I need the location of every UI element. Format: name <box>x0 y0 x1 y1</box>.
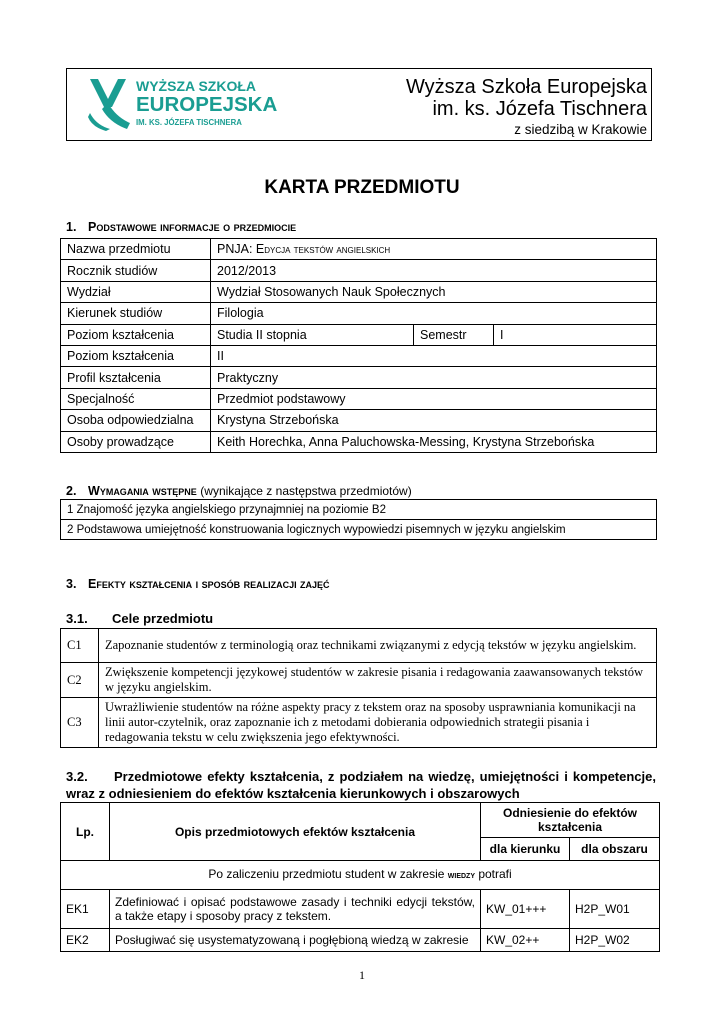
table-row <box>61 698 657 748</box>
table-row <box>61 345 657 366</box>
effect-lp: EK2 <box>61 929 110 952</box>
goal-code: C2 <box>61 663 99 698</box>
table-row <box>61 303 657 324</box>
university-name: Wyższa Szkoła Europejska <box>405 76 647 98</box>
row-label: Nazwa przedmiotu <box>61 239 211 260</box>
knowledge-row: Po zaliczeniu przedmiotu student w zakresie wiedzy potrafi <box>61 861 660 890</box>
table-row <box>61 861 660 890</box>
table-row <box>61 663 657 698</box>
row-value: Krystyna Strzebońska <box>211 410 657 431</box>
basic-info-table <box>60 238 657 453</box>
goals-table <box>60 628 657 748</box>
subsection-31-title: 3.1. Cele przedmiotu <box>66 611 214 626</box>
semester-label: Semestr <box>414 324 494 345</box>
page-number: 1 <box>359 968 365 982</box>
table-row <box>61 260 657 281</box>
row-label: Kierunek studiów <box>61 303 211 324</box>
row-label: Poziom kształcenia <box>61 345 211 366</box>
logo-line3: IM. KS. JÓZEFA TISCHNERA <box>136 118 242 127</box>
row-value: Przedmiot podstawowy <box>211 388 657 409</box>
effect-description: Posługiwać się usystematyzowaną i pogłębioną wiedzą w zakresie <box>110 929 481 952</box>
row-label: Specjalność <box>61 388 211 409</box>
row-label: Profil kształcenia <box>61 367 211 388</box>
table-header-row <box>61 803 660 838</box>
row-label: Osoby prowadzące <box>61 431 211 452</box>
university-patron: im. ks. Józefa Tischnera <box>432 98 647 120</box>
goal-code: C3 <box>61 698 99 748</box>
goal-text: Uwrażliwienie studentów na różne aspekty pracy z tekstem oraz na sposoby usprawniania komunikacji na linii autor-czytelnik, oraz zapoznanie ich z metodami dobierania odpowiednich strategii pisania i redagowania tekstu w celu zwiększenia jego efektywności. <box>99 698 657 748</box>
table-row <box>61 281 657 302</box>
effect-area: H2P_W01 <box>570 890 660 929</box>
row-label: Osoba odpowiedzialna <box>61 410 211 431</box>
logo-line2: EUROPEJSKA <box>136 93 278 116</box>
row-label: Poziom kształcenia <box>61 324 211 345</box>
row-value: II <box>211 345 657 366</box>
row-value: Filologia <box>211 303 657 324</box>
row-label: Wydział <box>61 281 211 302</box>
table-row <box>61 388 657 409</box>
section2-title: 2. Wymagania wstępne (wynikające z następstwa przedmiotów) <box>66 484 412 498</box>
row-value: Keith Horechka, Anna Paluchowska-Messing, Krystyna Strzebońska <box>211 431 657 452</box>
effect-description: Zdefiniować i opisać podstawowe zasady i techniki edycji tekstów, a także etapy i sposoby pracy z tekstem. <box>110 890 481 929</box>
table-row <box>61 410 657 431</box>
goal-text: Zapoznanie studentów z terminologią oraz technikami związanymi z edycją tekstów w języku angielskim. <box>99 629 657 663</box>
requirement-item: 1 Znajomość języka angielskiego przynajmniej na poziomie B2 <box>61 500 657 520</box>
effect-direction: KW_01+++ <box>481 890 570 929</box>
effect-area: H2P_W02 <box>570 929 660 952</box>
university-logo <box>86 73 278 131</box>
section1-title: 1. Podstawowe informacje o przedmiocie <box>66 220 297 234</box>
row-value: PNJA: Edycja tekstów angielskich <box>211 239 657 260</box>
semester-value: I <box>494 324 657 345</box>
section3-title: 3. Efekty kształcenia i sposób realizacji zajęć <box>66 577 330 591</box>
document-title: KARTA PRZEDMIOTU <box>264 177 460 198</box>
table-row <box>61 431 657 452</box>
col-header-direction: dla kierunku <box>481 838 570 861</box>
col-header-area: dla obszaru <box>570 838 660 861</box>
table-row <box>61 929 660 952</box>
table-row <box>61 367 657 388</box>
row-label: Rocznik studiów <box>61 260 211 281</box>
row-value: Studia II stopnia <box>211 324 414 345</box>
effect-lp: EK1 <box>61 890 110 929</box>
col-header-description: Opis przedmiotowych efektów kształcenia <box>110 803 481 861</box>
goal-code: C1 <box>61 629 99 663</box>
learning-effects-table <box>60 802 660 952</box>
table-row <box>61 890 660 929</box>
row-value: Wydział Stosowanych Nauk Społecznych <box>211 281 657 302</box>
row-value: Praktyczny <box>211 367 657 388</box>
requirements-table <box>60 499 657 540</box>
table-row <box>61 629 657 663</box>
table-row <box>61 500 657 520</box>
effect-direction: KW_02++ <box>481 929 570 952</box>
row-value: 2012/2013 <box>211 260 657 281</box>
table-row <box>61 324 657 345</box>
goal-text: Zwiększenie kompetencji językowej studentów w zakresie pisania i redagowania zaawansowanych tekstów w języku angielskim. <box>99 663 657 698</box>
logo-line1: WYŻSZA SZKOŁA <box>136 78 257 94</box>
table-row <box>61 520 657 540</box>
university-seat: z siedzibą w Krakowie <box>514 122 647 137</box>
table-row <box>61 239 657 260</box>
col-header-lp: Lp. <box>61 803 110 861</box>
col-header-reference: Odniesienie do efektów kształcenia <box>481 803 660 838</box>
subsection-32-title: 3.2. Przedmiotowe efekty kształcenia, z podziałem na wiedzę, umiejętności i kompetencje, wraz z odniesieniem do efektów kształcenia kierunkowych i obszarowych <box>66 769 656 801</box>
requirement-item: 2 Podstawowa umiejętność konstruowania logicznych wypowiedzi pisemnych w języku angielskim <box>61 520 657 540</box>
